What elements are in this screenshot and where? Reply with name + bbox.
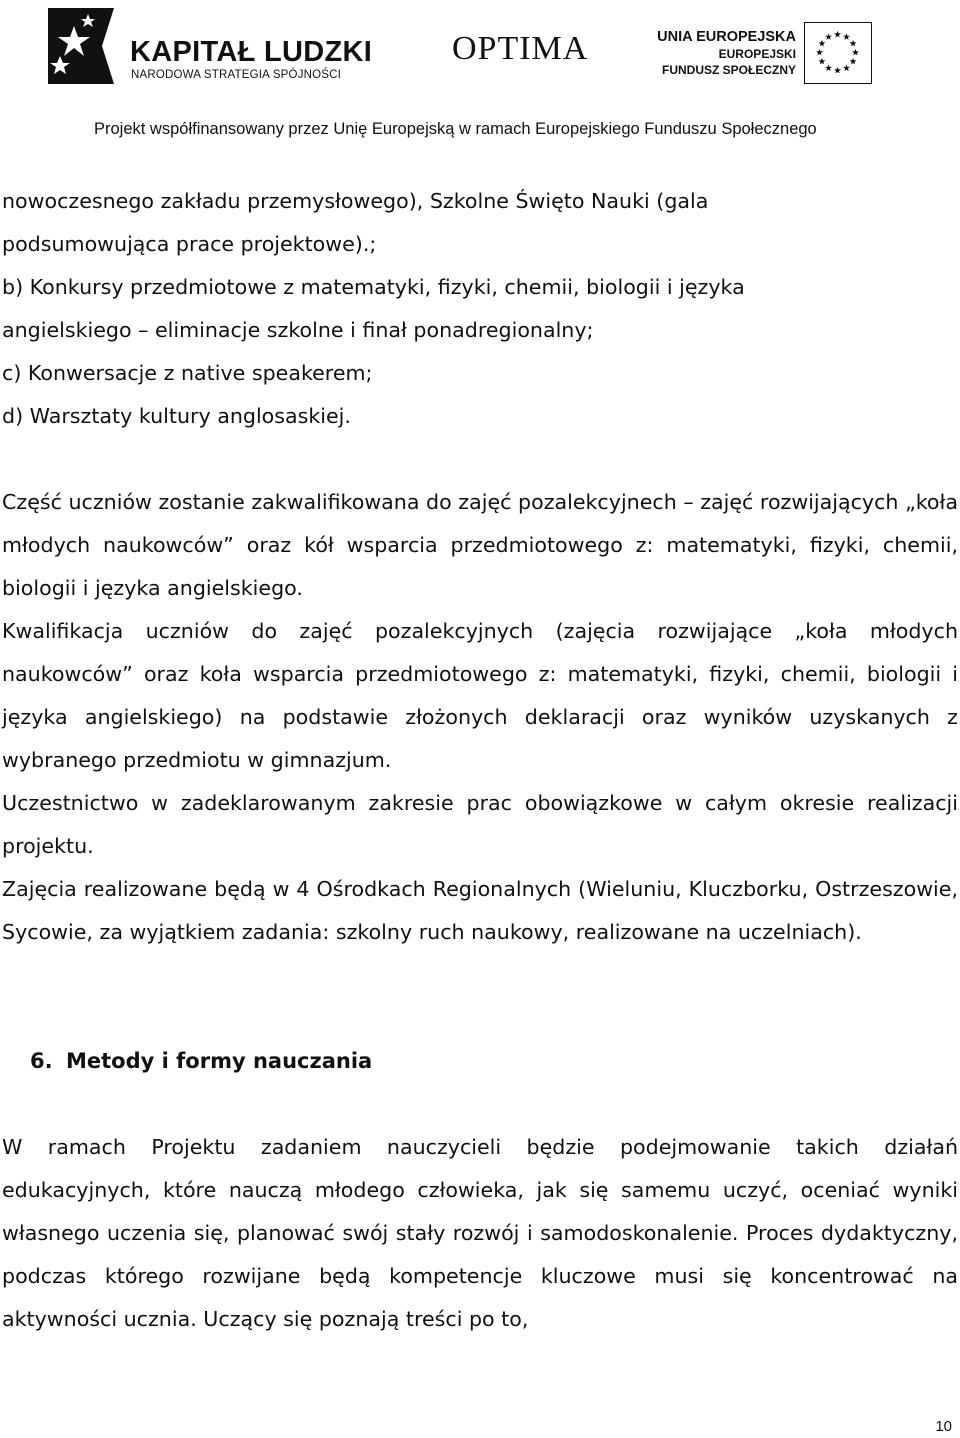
spacer xyxy=(2,954,958,997)
eu-star-icon xyxy=(834,31,841,38)
optima-text: OPTIMA xyxy=(452,30,589,67)
section-heading xyxy=(2,1040,958,1083)
list-item-d: d) Warsztaty kultury anglosaskiej. xyxy=(2,404,351,428)
kapital-ludzki-logo xyxy=(38,6,373,86)
list-line: nowoczesnego zakładu przemysłowego), Szkolne Święto Nauki (gala xyxy=(2,189,709,213)
eu-star-icon xyxy=(816,49,823,56)
spacer xyxy=(2,997,958,1040)
eu-line-1: UNIA EUROPEJSKA xyxy=(657,29,796,45)
paragraph-locations: Zajęcia realizowane będą w 4 Ośrodkach Regionalnych (Wieluniu, Kluczborku, Ostrzeszowie, Sycowie, za wyjątkiem zadania: szkolny ruch naukowy, realizowane na uczelniach). xyxy=(2,877,958,944)
eu-line-2: EUROPEJSKI xyxy=(718,47,796,61)
kapital-ludzki-subtitle: NARODOWA STRATEGIA SPÓJNOŚCI xyxy=(131,69,342,81)
paragraph-methods: W ramach Projektu zadaniem nauczycieli będzie podejmowanie takich działań edukacyjnych, które nauczą młodego człowieka, jak się samemu uczyć, oceniać wyniki własnego uczenia się, planować swój stały rozwój i samodoskonalenie. Proces dydaktyczny, podczas którego rozwijane będą kompetencje kluczowe musi się koncentrować na aktywności ucznia. Uczący się poznają treści po to, xyxy=(2,1135,958,1331)
paragraph-qualification-intro: Część uczniów zostanie zakwalifikowana do zajęć pozalekcyjnech – zajęć rozwijających „koła młodych naukowców” oraz kół wsparcia przedmiotowego z: matematyki, fizyki, chemii, biologii i języka angielskiego. xyxy=(2,490,958,600)
section-number: 6. xyxy=(30,1049,53,1073)
eu-star-icon xyxy=(818,40,825,47)
section-title: Metody i formy nauczania xyxy=(66,1049,373,1073)
eu-star-icon xyxy=(818,58,825,65)
eu-flag-icon xyxy=(804,22,872,84)
eu-star-icon xyxy=(834,67,841,74)
eu-star-icon xyxy=(850,58,857,65)
list-line: podsumowująca prace projektowe).; xyxy=(2,232,377,256)
kapital-ludzki-title: KAPITAŁ LUDZKI xyxy=(130,36,373,68)
spacer xyxy=(2,1083,958,1126)
kapital-ludzki-emblem-icon xyxy=(38,6,120,86)
page-number: 10 xyxy=(935,1418,952,1435)
eu-star-icon xyxy=(843,64,850,71)
paragraph-qualification: Kwalifikacja uczniów do zajęć pozalekcyjnych (zajęcia rozwijające „koła młodych naukowców” oraz koła wsparcia przedmiotowego z: matematyki, fizyki, chemii, biologii i języka angielskiego) na podstawie złożonych deklaracji oraz wyników uzyskanych z wybranego przedmiotu w gimnazjum. xyxy=(2,619,958,772)
page-header xyxy=(0,0,960,150)
list-line: angielskiego – eliminacje szkolne i finał ponadregionalny; xyxy=(2,318,594,342)
spacer xyxy=(2,438,958,481)
eu-star-icon xyxy=(850,40,857,47)
eu-logo xyxy=(657,22,912,82)
eu-star-icon xyxy=(825,64,832,71)
eu-star-icon xyxy=(852,49,859,56)
eu-star-icon xyxy=(843,33,850,40)
project-funding-line: Projekt współfinansowany przez Unię Europejską w ramach Europejskiego Funduszu Społecznego xyxy=(94,120,817,138)
optima-logo xyxy=(452,30,589,75)
document-body xyxy=(2,180,958,1341)
eu-line-3: FUNDUSZ SPOŁECZNY xyxy=(661,63,796,77)
list-item-b: b) Konkursy przedmiotowe z matematyki, fizyki, chemii, biologii i języka xyxy=(2,275,745,299)
paragraph-participation: Uczestnictwo w zadeklarowanym zakresie prac obowiązkowe w całym okresie realizacji projektu. xyxy=(2,791,958,858)
eu-star-icon xyxy=(825,33,832,40)
list-item-c: c) Konwersacje z native speakerem; xyxy=(2,361,373,385)
